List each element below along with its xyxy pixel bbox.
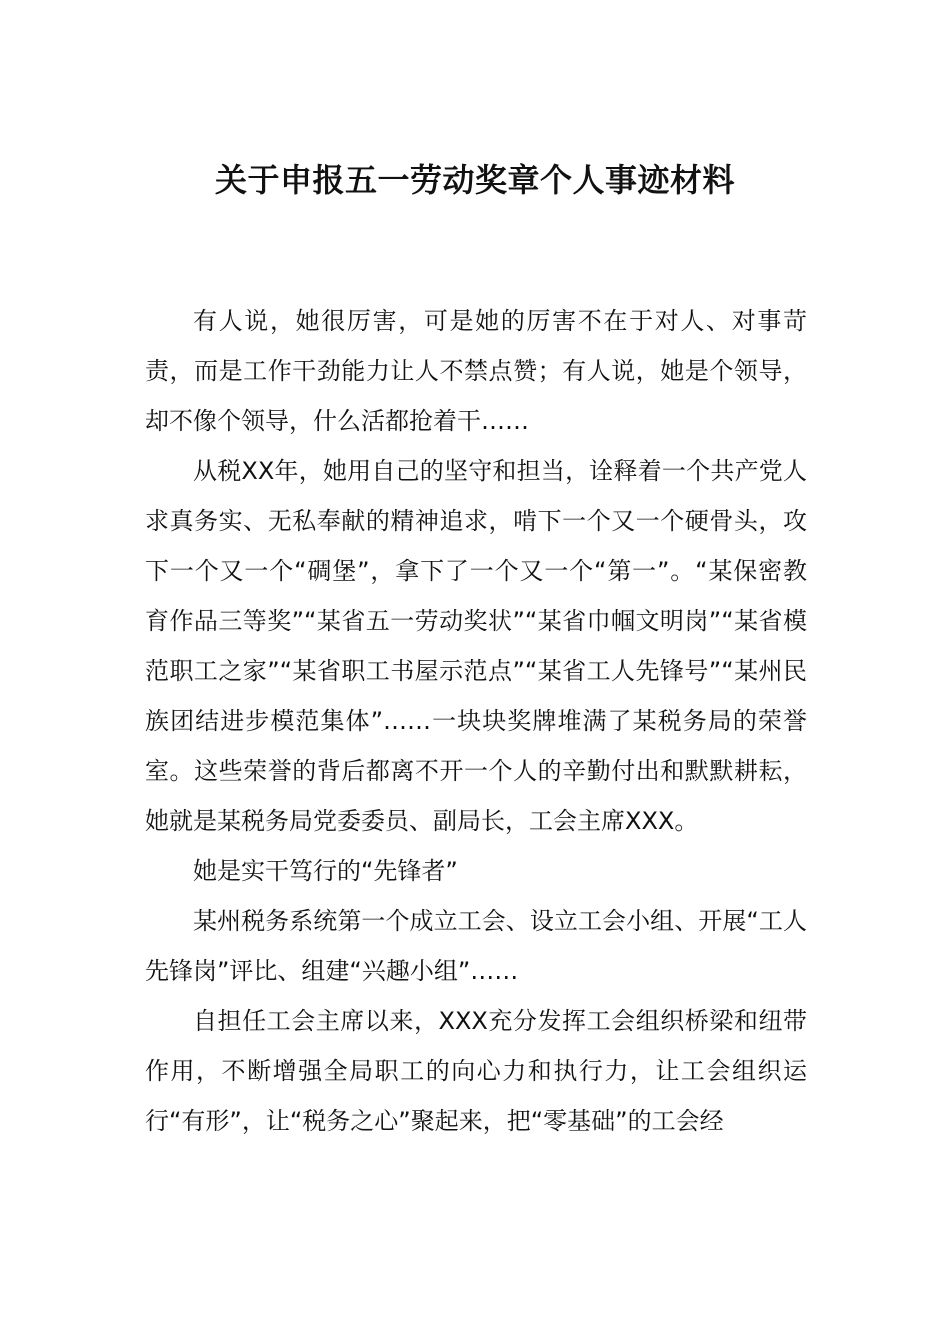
paragraph: 有人说，她很厉害，可是她的厉害不在于对人、对事苛责，而是工作干劲能力让人不禁点赞；有人说，她是个领导，却不像个领导，什么活都抢着干…… [145, 307, 807, 435]
paragraph: 某州税务系统第一个成立工会、设立工会小组、开展“工人先锋岗”评比、组建“兴趣小组”…… [145, 907, 807, 985]
paragraph: 从税XX年，她用自己的坚守和担当，诠释着一个共产党人求真务实、无私奉献的精神追求，啃下一个又一个硬骨头，攻下一个又一个“碉堡”，拿下了一个又一个“第一”。“某保密教育作品三等奖”“某省五一劳动奖状”“某省巾帼文明岗”“某省模范职工之家”“某省职工书屋示范点”“某省工人先锋号”“某州民族团结进步模范集体”……一块块奖牌堆满了某税务局的荣誉室。这些荣誉的背后都离不开一个人的辛勤付出和默默耕耘，她就是某税务局党委委员、副局长，工会主席XXX。 [145, 457, 807, 835]
section-heading: 她是实干笃行的“先锋者” [193, 857, 458, 885]
paragraph: 自担任工会主席以来，XXX充分发挥工会组织桥梁和纽带作用，不断增强全局职工的向心力和执行力，让工会组织运行“有形”，让“税务之心”聚起来，把“零基础”的工会经 [145, 1007, 807, 1135]
document-body [145, 296, 807, 1146]
document-title: 关于申报五一劳动奖章个人事迹材料 [214, 161, 735, 199]
